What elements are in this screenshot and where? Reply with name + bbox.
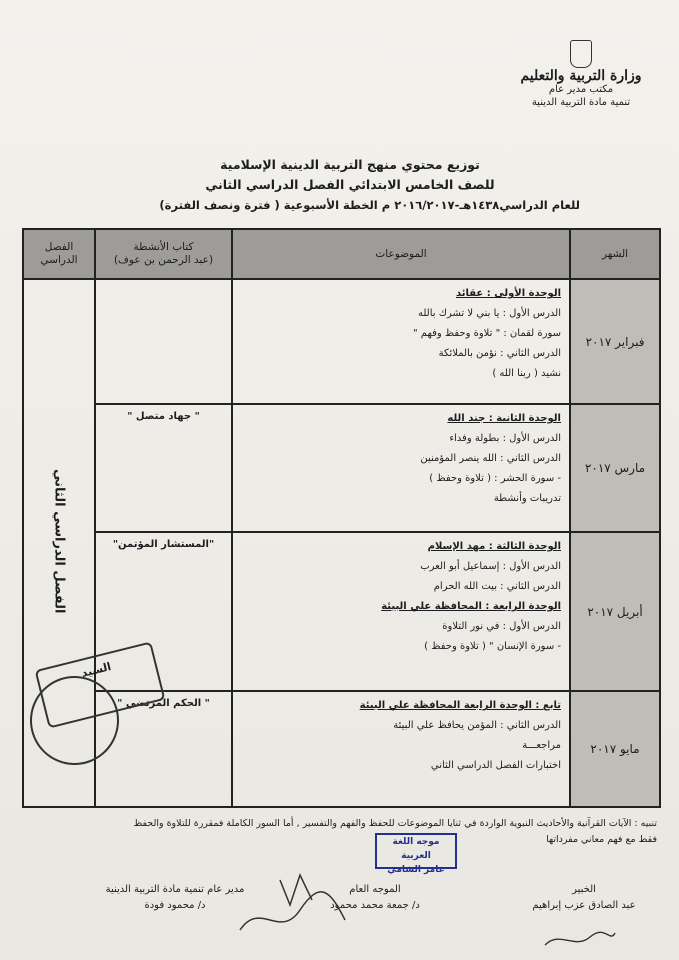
month-cell: فبراير ٢٠١٧ bbox=[570, 279, 660, 404]
office-line-1: مكتب مدير عام bbox=[548, 84, 614, 95]
book-cell bbox=[95, 279, 232, 404]
name-stamp: السيد bbox=[35, 641, 166, 728]
book-cell: "المستشار المؤتمن" bbox=[95, 532, 232, 691]
office-header bbox=[511, 40, 651, 109]
title-line-3: للعام الدراسي١٤٣٨هـ-٢٠١٦/٢٠١٧ م الخطة الأسبوعية ( فترة ونصف الفترة) bbox=[159, 198, 580, 212]
book-cell: " جهاد متصل " bbox=[95, 404, 232, 532]
topics-cell: الوحدة الثالثة : مهد الإسلام الدرس الأول : إسماعيل أبو العرب الدرس الثاني : بيت الله الحرام الوحدة الرابعة : المحافظة علي البيئة الدرس الأول : في نور التلاوة - سورة الإنسان " ( تلاوة وحفظ ) bbox=[232, 532, 570, 691]
expert-name: عبد الصادق عزب إبراهيم bbox=[532, 900, 636, 911]
book-cell: " الحكم المرتضي " bbox=[95, 691, 232, 807]
table-row bbox=[23, 404, 660, 532]
expert-signature-scribble bbox=[540, 925, 620, 955]
expert-signature-block bbox=[519, 882, 649, 914]
month-cell: أبريل ٢٠١٧ bbox=[570, 532, 660, 691]
footnote bbox=[17, 816, 657, 848]
header-semester: الفصل الدراسي bbox=[23, 229, 95, 279]
director-title: مدير عام تنمية مادة التربية الدينية bbox=[105, 884, 245, 895]
topics-cell: الوحدة الأولى : عقائد الدرس الأول : يا بني لا تشرك بالله سورة لقمان : " تلاوة وحفظ وفهم " الدرس الثاني : نؤمن بالملائكة نشيد ( ربنا الله ) bbox=[232, 279, 570, 404]
semester-label: الفصل الدراسي الثاني bbox=[51, 468, 67, 614]
general-supervisor-name: د/ جمعة محمد محمود bbox=[330, 900, 420, 911]
topics-cell: الوحدة الثانية : جند الله الدرس الأول : بطولة وفداء الدرس الثاني : الله ينصر المؤمنين - سورة الحشر : ( تلاوة وحفظ ) تدريبات وأنشطة bbox=[232, 404, 570, 532]
director-name: د/ محمود فودة bbox=[144, 900, 206, 911]
footnote-line-2: فقط مع فهم معاني مفرداتها bbox=[546, 834, 657, 845]
expert-title: الخبير bbox=[572, 884, 596, 895]
title-line-1: توزيع محتوي منهج التربية الدينية الإسلامية bbox=[220, 157, 480, 172]
ministry-name: وزارة التربية والتعليم bbox=[520, 68, 642, 84]
topics-cell: تابع : الوحدة الرابعة المحافظة علي البيئة الدرس الثاني : المؤمن يحافظ علي البيئة مراجعـــة اختبارات الفصل الدراسي الثاني bbox=[232, 691, 570, 807]
document-titles bbox=[120, 155, 580, 215]
header-book: كتاب الأنشطة (عبد الرحمن بن عوف) bbox=[95, 229, 232, 279]
header-month: الشهر bbox=[570, 229, 660, 279]
header-topics: الموضوعات bbox=[232, 229, 570, 279]
month-cell: مارس ٢٠١٧ bbox=[570, 404, 660, 532]
month-cell: مايو ٢٠١٧ bbox=[570, 691, 660, 807]
handwritten-signature bbox=[220, 860, 360, 950]
supervisor-stamp: موجه اللغة العربية عامر الشامي bbox=[375, 833, 457, 869]
table-row bbox=[23, 279, 660, 404]
table-header-row bbox=[23, 229, 660, 279]
title-line-2: للصف الخامس الابتدائي الفصل الدراسي الثاني bbox=[205, 177, 495, 192]
emblem-icon bbox=[570, 40, 592, 68]
office-line-2: تنمية مادة التربية الدينية bbox=[531, 97, 631, 108]
footnote-line-1: تنبيه : الآيات القرآنية والأحاديث النبوية الواردة في ثنايا الموضوعات للحفظ والفهم والتفسير , أما السور الكاملة فمقررة للتلاوة والحفظ bbox=[133, 818, 657, 829]
general-supervisor-title: الموجه العام bbox=[349, 884, 401, 895]
